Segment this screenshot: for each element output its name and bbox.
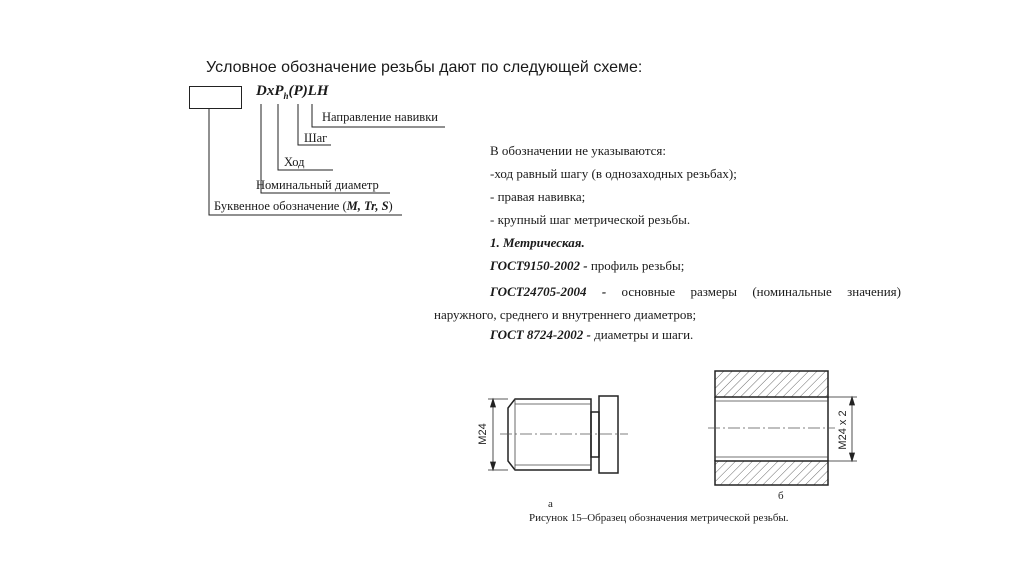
- formula-p: P: [274, 83, 284, 99]
- label-direction: Направление навивки: [322, 110, 438, 124]
- nut-hatch-bottom: [715, 461, 828, 485]
- notes-item: - крупный шаг метрической резьбы.: [490, 212, 691, 227]
- dim-line-a: [488, 399, 508, 470]
- label-travel: Ход: [284, 155, 305, 169]
- figure-label-a: а: [548, 498, 553, 510]
- bolt-neck: [591, 412, 599, 457]
- standard-text: основные размеры (номинальные значения) наружного, среднего и внутреннего диаметров;: [434, 284, 901, 322]
- notes-item: - правая навивка;: [490, 189, 586, 204]
- figure-label-b: б: [778, 490, 784, 502]
- label-letter-suffix: ): [388, 199, 393, 213]
- nut-body: [715, 397, 828, 461]
- notes-item: -ход равный шагу (в однозаходных резьбах);: [490, 166, 737, 181]
- section-title: 1. Метрическая.: [490, 235, 585, 250]
- formula-rest: (P)LH: [288, 83, 329, 99]
- standard-code: ГОСТ24705-2004 -: [490, 284, 607, 299]
- notes-intro: В обозначении не указываются:: [490, 143, 667, 158]
- dim-label-b: M24 x 2: [837, 410, 849, 450]
- formula-h: h: [283, 91, 289, 101]
- standard-text: профиль резьбы;: [587, 258, 685, 273]
- bolt-collar: [599, 396, 618, 473]
- label-nominal: Номинальный диаметр: [256, 178, 379, 192]
- dim-label-a: M24: [477, 423, 489, 445]
- external-thread-part: [508, 396, 618, 473]
- scheme-heading: Условное обозначение резьбы дают по следующей схеме:: [206, 59, 643, 76]
- bolt-body: [508, 399, 591, 470]
- figure-caption: Рисунок 15–Образец обозначения метрической резьбы.: [529, 512, 789, 524]
- standard-code: ГОСТ 8724-2002 -: [490, 327, 591, 342]
- label-letter-prefix: Буквенное обозначение (: [214, 199, 347, 213]
- label-letter-codes: M, Tr, S: [346, 199, 389, 213]
- nut-hatch-top: [715, 371, 828, 397]
- standard-text: диаметры и шаги.: [590, 327, 694, 342]
- formula-d: Dx: [256, 83, 275, 99]
- standard-code: ГОСТ9150-2002 -: [490, 258, 588, 273]
- label-step: Шаг: [304, 131, 328, 145]
